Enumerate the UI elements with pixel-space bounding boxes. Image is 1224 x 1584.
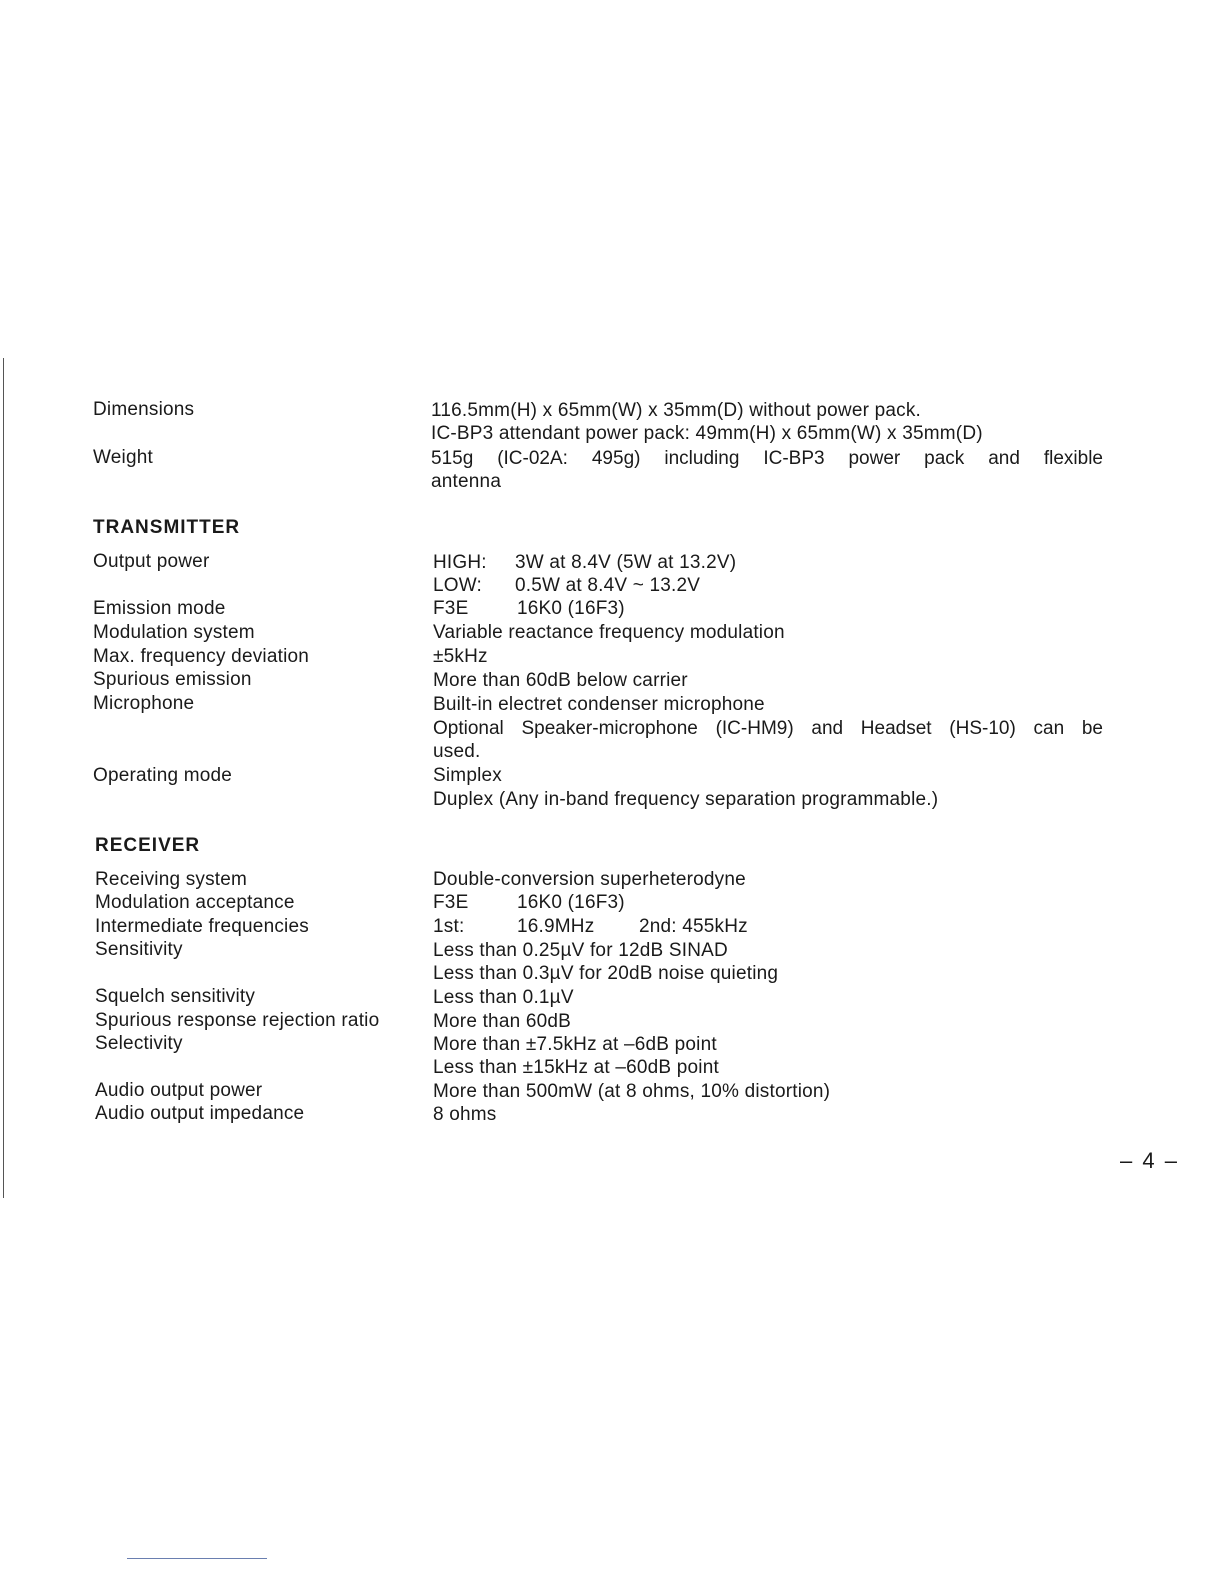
weight-value: 515g (IC-02A: 495g) including IC-BP3 power pack and flexible	[431, 448, 1103, 469]
squelch-sensitivity-label: Squelch sensitivity	[95, 986, 256, 1007]
sensitivity-quieting-value: Less than 0.3µV for 20dB noise quieting	[433, 963, 779, 984]
receiver-heading: RECEIVER	[95, 835, 201, 856]
output-high-value: 3W at 8.4V (5W at 13.2V)	[515, 552, 737, 573]
spurious-rejection-value: More than 60dB	[433, 1011, 571, 1032]
microphone-options-continued: used.	[433, 741, 481, 762]
sensitivity-label: Sensitivity	[95, 939, 183, 960]
output-low-key: LOW:	[433, 575, 483, 596]
squelch-sensitivity-value: Less than 0.1µV	[433, 987, 574, 1008]
modulation-acceptance-value	[433, 891, 625, 914]
if-first-key: 1st:	[433, 916, 465, 937]
spurious-emission-label: Spurious emission	[93, 669, 252, 690]
emission-mode-key: F3E	[433, 598, 469, 619]
max-deviation-value: ±5kHz	[433, 646, 488, 667]
modulation-acceptance-key: F3E	[433, 892, 469, 913]
selectivity-6db-value: More than ±7.5kHz at –6dB point	[433, 1034, 717, 1055]
if-value	[433, 915, 748, 938]
if-label: Intermediate frequencies	[95, 916, 309, 937]
dimensions-value: 116.5mm(H) x 65mm(W) x 35mm(D) without power pack.	[431, 400, 922, 421]
transmitter-heading: TRANSMITTER	[93, 517, 241, 538]
receiving-system-label: Receiving system	[95, 869, 248, 890]
emission-mode-label: Emission mode	[93, 598, 226, 619]
emission-mode-value	[433, 597, 625, 620]
footer-rule	[127, 1558, 267, 1559]
operating-mode-label: Operating mode	[93, 765, 233, 786]
receiving-system-value: Double-conversion superheterodyne	[433, 869, 746, 890]
microphone-label: Microphone	[93, 693, 195, 714]
audio-output-power-label: Audio output power	[95, 1080, 263, 1101]
output-high-key: HIGH:	[433, 552, 487, 573]
selectivity-label: Selectivity	[95, 1033, 183, 1054]
dimensions-label: Dimensions	[93, 399, 195, 420]
modulation-acceptance-label: Modulation acceptance	[95, 892, 295, 913]
modulation-acceptance-designator: 16K0 (16F3)	[517, 892, 625, 913]
selectivity-60db-value: Less than ±15kHz at –60dB point	[433, 1057, 719, 1078]
output-power-label: Output power	[93, 551, 210, 572]
audio-output-power-value: More than 500mW (at 8 ohms, 10% distortion)	[433, 1081, 831, 1102]
microphone-options-value: Optional Speaker-microphone (IC-HM9) and Headset (HS-10) can be	[433, 718, 1103, 739]
dimensions-power-pack-value: IC-BP3 attendant power pack: 49mm(H) x 65mm(W) x 35mm(D)	[431, 423, 983, 444]
operating-mode-simplex: Simplex	[433, 765, 502, 786]
max-deviation-label: Max. frequency deviation	[93, 646, 310, 667]
emission-mode-designator: 16K0 (16F3)	[517, 598, 625, 619]
if-second-value: 2nd: 455kHz	[639, 916, 748, 937]
page-number: – 4 –	[1120, 1148, 1179, 1173]
sensitivity-sinad-value: Less than 0.25µV for 12dB SINAD	[433, 940, 728, 961]
modulation-system-label: Modulation system	[93, 622, 255, 643]
if-first-value: 16.9MHz	[517, 916, 595, 937]
spurious-emission-value: More than 60dB below carrier	[433, 670, 688, 691]
weight-value-continued: antenna	[431, 471, 502, 492]
output-power-high	[433, 551, 736, 574]
spurious-rejection-label: Spurious response rejection ratio	[95, 1010, 380, 1031]
audio-output-impedance-value: 8 ohms	[433, 1104, 497, 1125]
modulation-system-value: Variable reactance frequency modulation	[433, 622, 785, 643]
operating-mode-duplex: Duplex (Any in-band frequency separation programmable.)	[433, 789, 939, 810]
output-low-value: 0.5W at 8.4V ~ 13.2V	[515, 575, 701, 596]
output-power-low	[433, 574, 700, 597]
microphone-value: Built-in electret condenser microphone	[433, 694, 765, 715]
audio-output-impedance-label: Audio output impedance	[95, 1103, 305, 1124]
weight-label: Weight	[93, 447, 153, 468]
